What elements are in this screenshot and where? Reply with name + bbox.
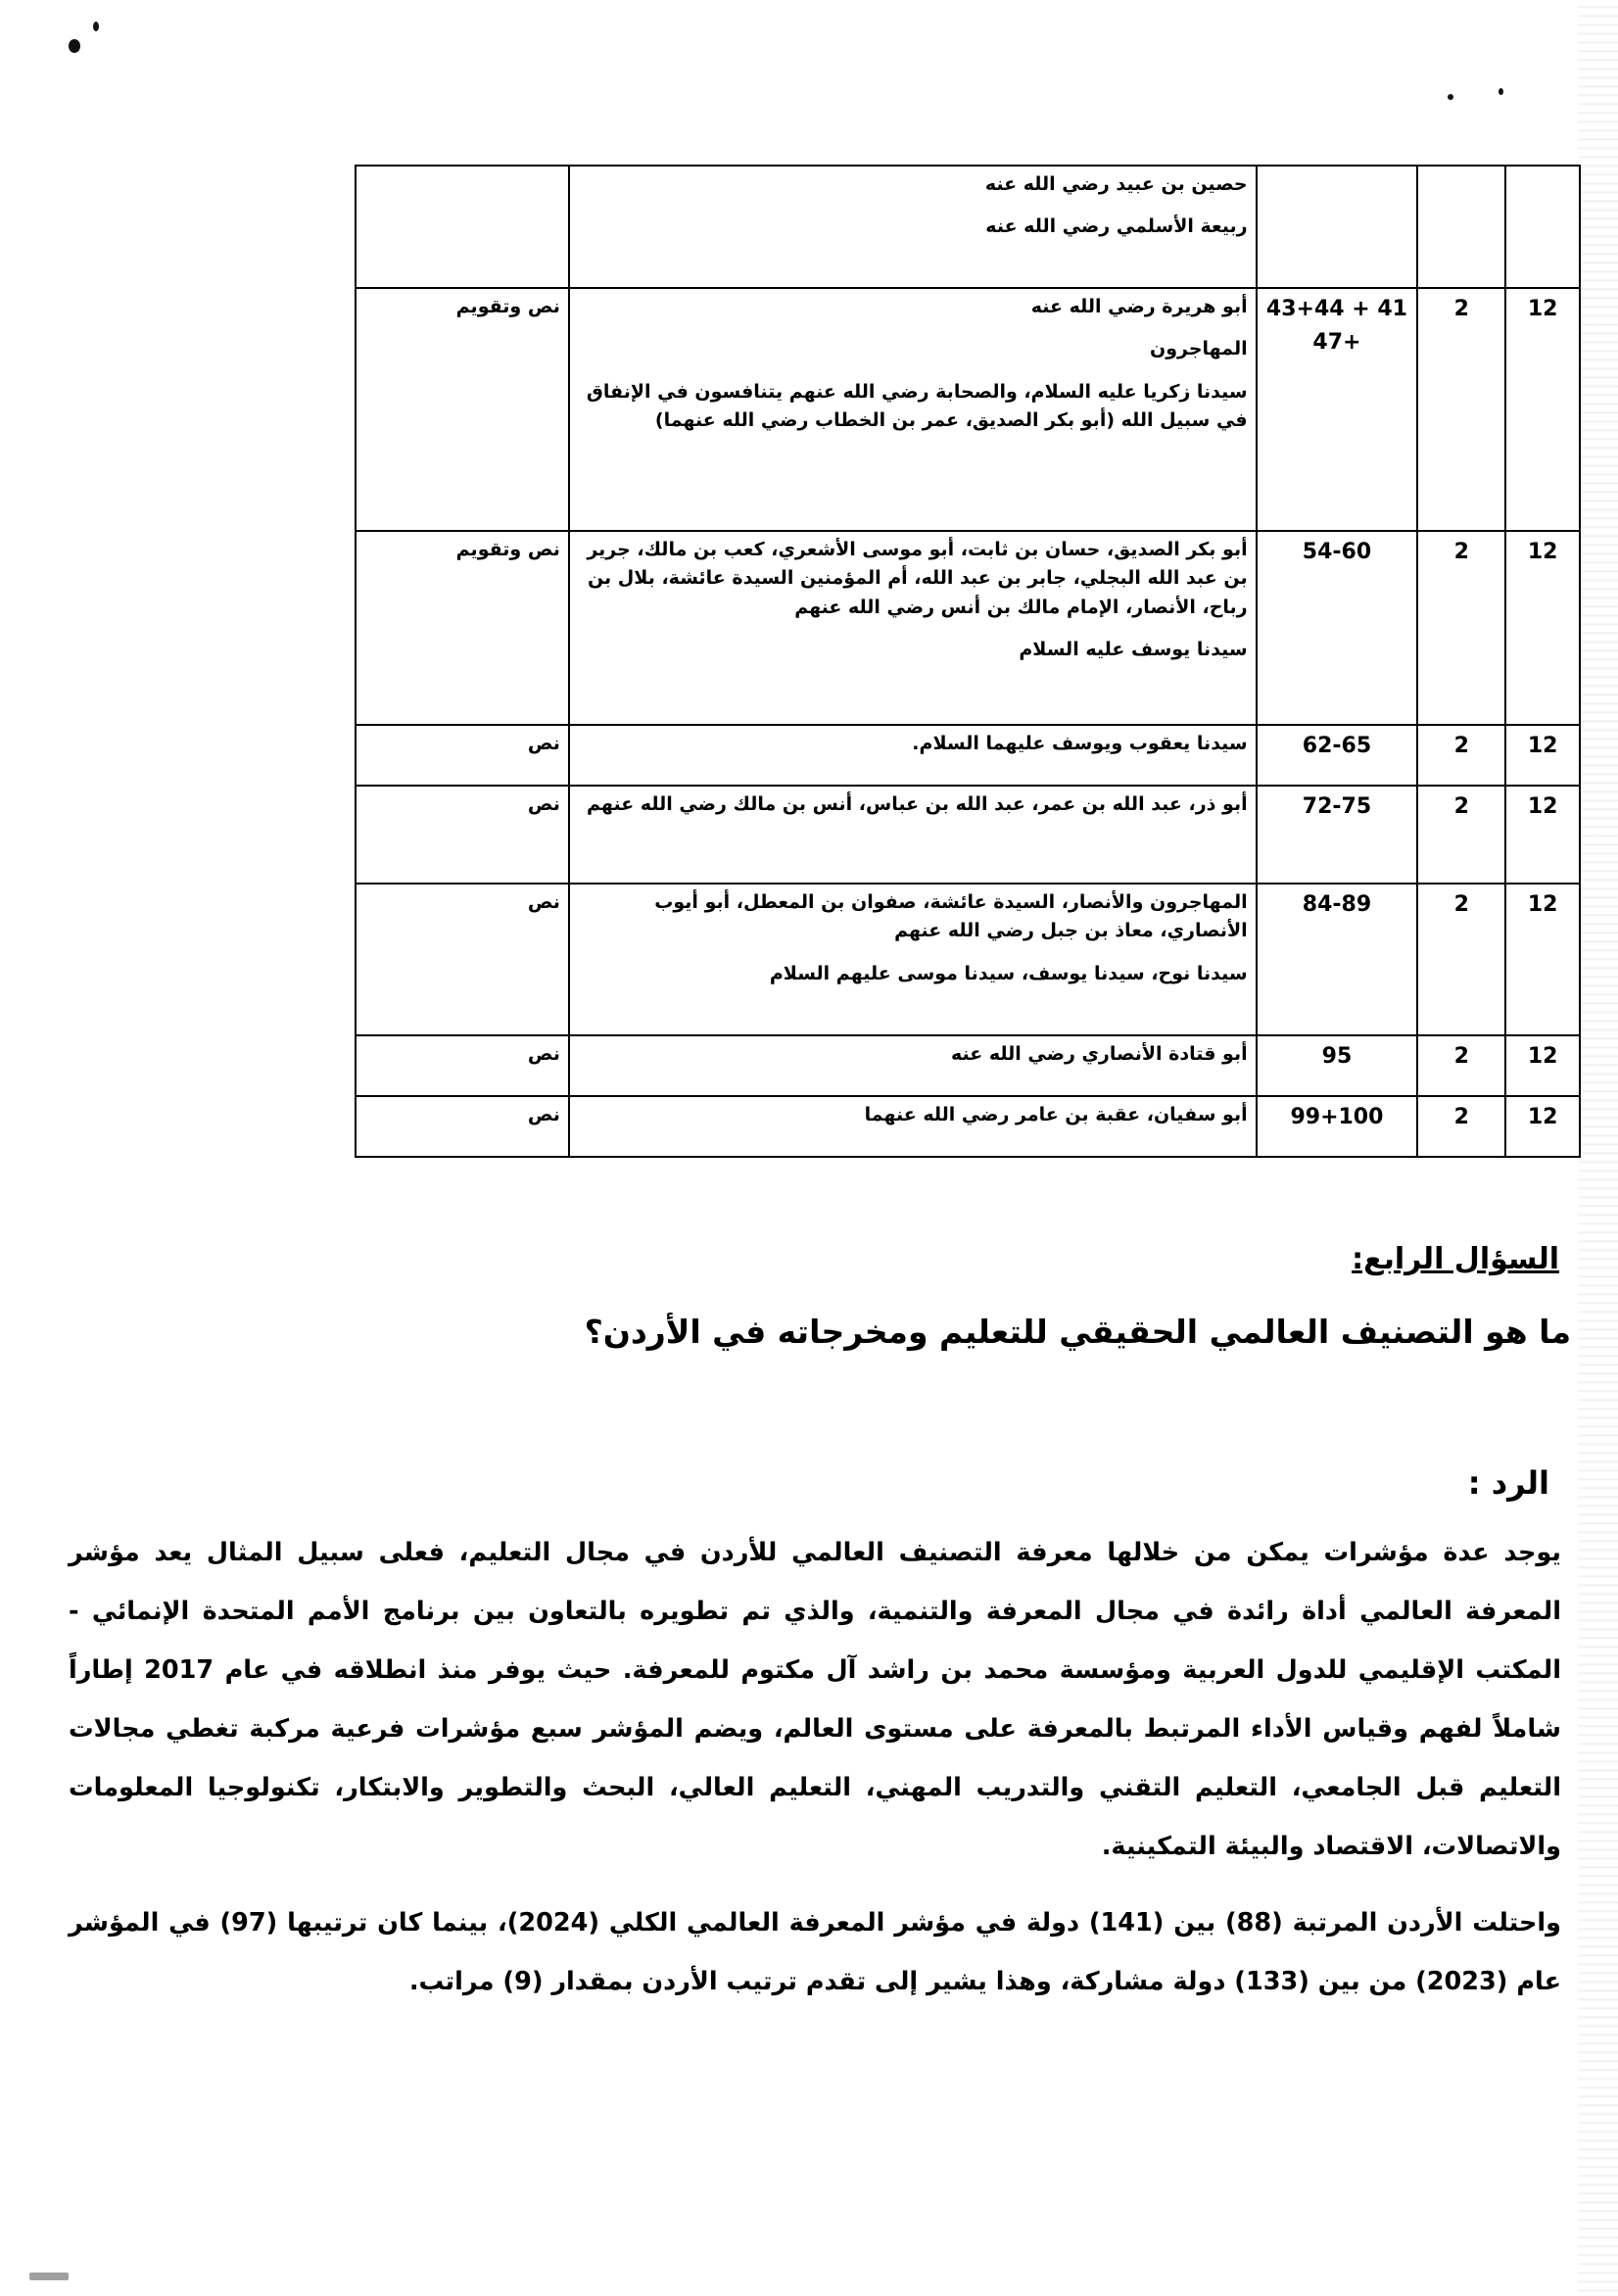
scan-noise-edge — [1579, 0, 1618, 2296]
grade-cell: 12 — [1505, 1096, 1580, 1157]
type-cell: نص وتقويم — [356, 531, 569, 725]
grade-cell: 12 — [1505, 288, 1580, 531]
unit-cell: 2 — [1417, 1035, 1505, 1096]
names-cell — [569, 786, 1257, 884]
pages-cell: 95 — [1257, 1035, 1418, 1096]
names-cell — [569, 531, 1257, 725]
table-row — [356, 786, 1580, 884]
type-cell: نص — [356, 786, 569, 884]
grade-cell: 12 — [1505, 786, 1580, 884]
names-cell — [569, 166, 1257, 288]
pages-cell: 84-89 — [1257, 884, 1418, 1035]
names-cell — [569, 725, 1257, 786]
table-row — [356, 884, 1580, 1035]
pages-cell: 99+100 — [1257, 1096, 1418, 1157]
unit-cell: 2 — [1417, 531, 1505, 725]
table-row — [356, 531, 1580, 725]
names-line: أبو ذر، عبد الله بن عمر، عبد الله بن عباس، أنس بن مالك رضي الله عنهم — [587, 793, 1248, 815]
names-cell — [569, 1096, 1257, 1157]
pages-cell — [1257, 166, 1418, 288]
names-line: حصين بن عبيد رضي الله عنه — [984, 173, 1248, 195]
subjects-table — [355, 165, 1581, 1158]
scan-speck — [29, 2272, 69, 2280]
names-line: المهاجرون والأنصار، السيدة عائشة، صفوان بن المعطل، أبو أيوب الأنصاري، معاذ بن جبل رضي الله عنهم — [654, 891, 1248, 942]
answer-paragraph: يوجد عدة مؤشرات يمكن من خلالها معرفة التصنيف العالمي للأردن في مجال التعليم، فعلى سبيل المثال يعد مؤشر المعرفة العالمي أداة رائدة في مجال المعرفة والتنمية، والذي تم تطويره بالتعاون بين برنامج الأمم المتحدة الإنمائي - المكتب الإقليمي للدول العربية ومؤسسة محمد بن راشد آل مكتوم للمعرفة. حيث يوفر منذ انطلاقه في عام 2017 إطاراً شاملاً لفهم وقياس الأداء المرتبط بالمعرفة على مستوى العالم، ويضم المؤشر سبع مؤشرات فرعية مركبة تغطي مجالات التعليم قبل الجامعي، التعليم التقني والتدريب المهني، التعليم العالي، البحث والتطوير والابتكار، تكنولوجيا المعلومات والاتصالات، الاقتصاد والبيئة التمكينية. — [69, 1538, 1561, 1861]
pages-cell: 62-65 — [1257, 725, 1418, 786]
names-cell — [569, 288, 1257, 531]
grade-cell: 12 — [1505, 725, 1580, 786]
answer-heading: الرد : — [1467, 1464, 1549, 1502]
pages-cell: 41 + 43+44 +47 — [1257, 288, 1418, 531]
names-line: أبو قتادة الأنصاري رضي الله عنه — [950, 1043, 1248, 1065]
answer-body — [69, 1523, 1561, 2029]
type-cell: نص — [356, 725, 569, 786]
names-cell — [569, 884, 1257, 1035]
unit-cell — [1417, 166, 1505, 288]
question-heading: السؤال الرابع: — [1352, 1242, 1559, 1276]
scan-speck — [69, 39, 80, 53]
table-row — [356, 725, 1580, 786]
names-cell — [569, 1035, 1257, 1096]
type-cell: نص وتقويم — [356, 288, 569, 531]
table-row — [356, 1096, 1580, 1157]
grade-cell: 12 — [1505, 884, 1580, 1035]
names-line: سيدنا زكريا عليه السلام، والصحابة رضي الله عنهم يتنافسون في الإنفاق في سبيل الله (أبو بكر الصديق، عمر بن الخطاب رضي الله عنهما) — [586, 380, 1248, 432]
grade-cell — [1505, 166, 1580, 288]
names-line: أبو بكر الصديق، حسان بن ثابت، أبو موسى الأشعري، كعب بن مالك، جرير بن عبد الله البجلي، جابر بن عبد الله، أم المؤمنين السيدة عائشة، بلال بن رباح، الأنصار، الإمام مالك بن أنس رضي الله عنهم — [587, 539, 1248, 618]
type-cell: نص — [356, 884, 569, 1035]
answer-paragraph: واحتلت الأردن المرتبة (88) بين (141) دولة في مؤشر المعرفة العالمي الكلي (2024)، بينما كان ترتيبها (97) في المؤشر عام (2023) من بين (133) دولة مشاركة، وهذا يشير إلى تقدم ترتيب الأردن بمقدار (9) مراتب. — [69, 1908, 1561, 1996]
table-row — [356, 1035, 1580, 1096]
pages-cell: 72-75 — [1257, 786, 1418, 884]
grade-cell: 12 — [1505, 1035, 1580, 1096]
table-row — [356, 166, 1580, 288]
unit-cell: 2 — [1417, 288, 1505, 531]
scan-speck — [1448, 94, 1453, 100]
names-line: أبو سفيان، عقبة بن عامر رضي الله عنهما — [864, 1104, 1248, 1125]
names-line: المهاجرون — [1150, 338, 1248, 360]
scan-speck — [93, 22, 99, 31]
unit-cell: 2 — [1417, 1096, 1505, 1157]
unit-cell: 2 — [1417, 786, 1505, 884]
names-line: ربيعة الأسلمي رضي الله عنه — [985, 215, 1248, 238]
unit-cell: 2 — [1417, 725, 1505, 786]
type-cell — [356, 166, 569, 288]
scan-speck — [1499, 88, 1503, 95]
names-line: سيدنا يعقوب ويوسف عليهما السلام. — [912, 733, 1248, 754]
type-cell: نص — [356, 1096, 569, 1157]
names-line: أبو هريرة رضي الله عنه — [1030, 296, 1248, 317]
names-line: سيدنا يوسف عليه السلام — [1019, 639, 1248, 661]
names-line: سيدنا نوح، سيدنا يوسف، سيدنا موسى عليهم السلام — [769, 962, 1248, 984]
grade-cell: 12 — [1505, 531, 1580, 725]
type-cell: نص — [356, 1035, 569, 1096]
unit-cell: 2 — [1417, 884, 1505, 1035]
question-text: ما هو التصنيف العالمي الحقيقي للتعليم ومخرجاته في الأردن؟ — [584, 1313, 1571, 1351]
pages-cell: 54-60 — [1257, 531, 1418, 725]
table-row — [356, 288, 1580, 531]
